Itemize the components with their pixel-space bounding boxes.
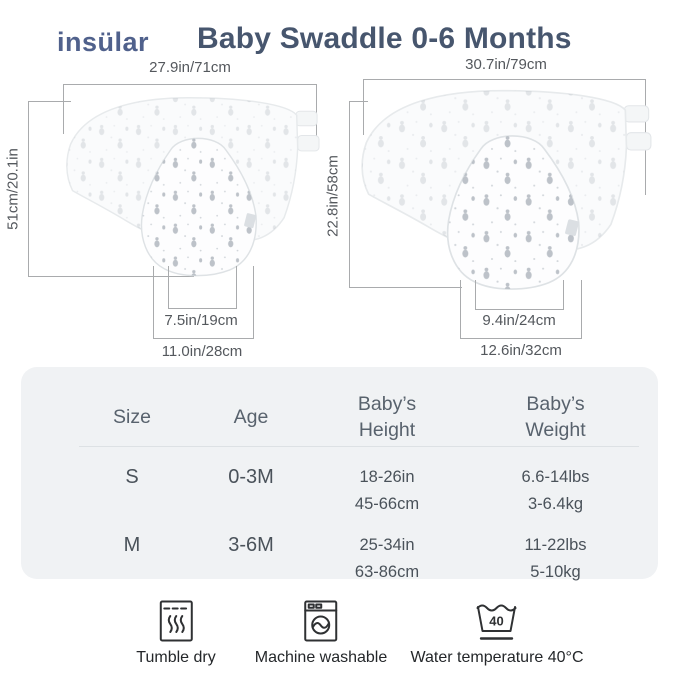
table-header-divider <box>79 446 639 447</box>
care-label: Machine washable <box>254 649 388 666</box>
dim-bottom-bracket-m <box>460 280 582 339</box>
dim-top-width-label-m: 30.7in/79cm <box>465 56 547 73</box>
cell-size-m: M <box>123 534 141 556</box>
care-label: Water temperature 40°C <box>410 649 584 666</box>
column-header-age: Age <box>233 406 269 428</box>
dim-top-line-s <box>63 84 317 85</box>
column-header-weight: Baby’s Weight <box>525 393 586 441</box>
care-label: Tumble dry <box>136 649 216 666</box>
size-table-card <box>21 367 658 579</box>
care-item-tumble-dry <box>136 600 215 667</box>
table-row <box>21 532 658 586</box>
care-item-water-temperature <box>411 600 584 667</box>
cell-age-s: 0-3M <box>228 466 274 488</box>
dim-side-height-label-s: 51cm/20.1in <box>4 148 22 230</box>
water-temp-value: 40 <box>489 613 505 629</box>
table-row <box>21 464 658 518</box>
cell-height-m: 25-34in 63-86cm <box>354 536 420 581</box>
dim-top-width-label-s: 27.9in/71cm <box>149 59 231 76</box>
dim-top-line-m <box>363 79 646 80</box>
care-item-machine-washable <box>255 600 388 667</box>
cell-size-s: S <box>125 466 139 488</box>
water-temperature-icon <box>474 600 520 642</box>
dim-side-height-label-m: 22.8in/58cm <box>324 155 342 237</box>
machine-washable-icon <box>304 600 338 642</box>
dim-bottom-width-label-m: 12.6in/32cm <box>480 342 562 359</box>
size-table-header-row <box>21 367 658 443</box>
dim-bottom-width-label-s: 11.0in/28cm <box>161 343 243 360</box>
dim-side-line-s <box>28 101 29 277</box>
cell-weight-s: 6.6-14lbs 3-6.4kg <box>521 468 590 513</box>
column-header-height: Baby’s Height <box>357 393 417 441</box>
dim-pouch-width-label-s: 7.5in/19cm <box>164 312 238 329</box>
cell-weight-m: 11-22lbs 5-10kg <box>524 536 587 581</box>
dim-pouch-width-label-m: 9.4in/24cm <box>482 312 556 329</box>
cell-height-s: 18-26in 45-66cm <box>354 468 420 513</box>
tumble-dry-icon <box>159 600 193 642</box>
dim-side-line-m <box>349 101 350 288</box>
column-header-size: Size <box>113 406 151 428</box>
page-title: Baby Swaddle 0-6 Months <box>197 22 572 55</box>
brand-logo: insülar <box>57 27 150 57</box>
cell-age-m: 3-6M <box>228 534 274 556</box>
